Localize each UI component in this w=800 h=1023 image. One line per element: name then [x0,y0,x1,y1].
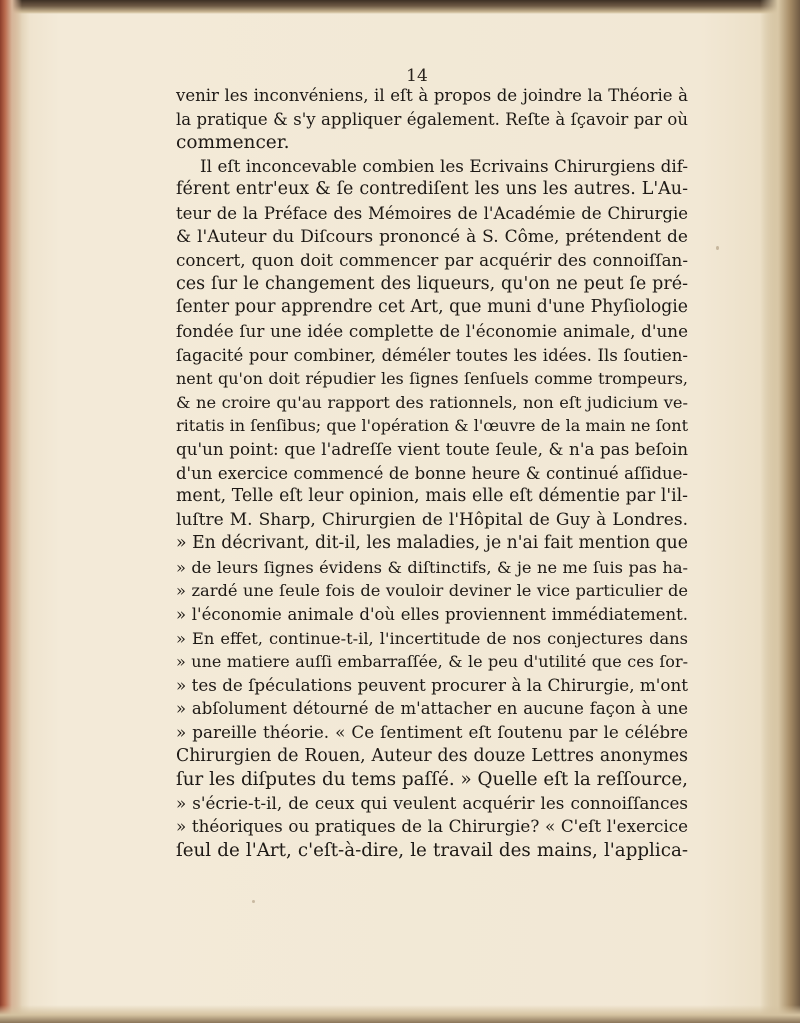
text-line: » l'économie animale d'où elles proviennent immédiatement. [176,605,688,625]
text-line: Chirurgien de Rouen, Auteur des douze Lettres anonymes [176,745,688,766]
text-line: ment, Telle eſt leur opinion, mais elle eſt démentie par l'il- [176,486,688,507]
text-line: ſeul de l'Art, c'eſt-à-dire, le travail des mains, l'applica- [176,840,688,861]
text-line: Il eſt inconcevable combien les Ecrivains Chirurgiens dif- [200,155,688,176]
text-line: ſagacité pour combiner, déméler toutes les idées. Ils ſoutien- [176,345,688,365]
foxing-spot [252,900,255,903]
text-line: commencer. [176,132,290,154]
text-line: » de leurs ſignes évidens & diſtinctifs, & je ne me ſuis pas ha- [176,557,688,577]
text-line: ſenter pour apprendre cet Art, que muni d'une Phyſiologie [176,297,688,318]
text-line: ſur les diſputes du tems paſſé. » Quelle eſt la reſſource, [176,769,688,791]
text-line: » tes de ſpéculations peuvent procurer à la Chirurgie, m'ont [176,674,688,695]
text-line: » pareille théorie. « Ce ſentiment eſt ſoutenu par le célébre [176,722,688,743]
page-number: 14 [406,66,428,86]
text-line: ritatis in ſenſibus; que l'opération & l'œuvre de la main ne ſont [176,416,688,436]
foxing-spot [716,246,719,250]
book-binding-edge [0,0,22,1023]
text-line: la pratique & s'y appliquer également. Reſte à ſçavoir par où [176,109,688,129]
text-line: » abſolument détourné de m'attacher en aucune façon à une [176,699,688,719]
text-line: concert, quon doit commencer par acquérir des connoiſſan- [176,250,688,271]
page-fore-edge [760,0,800,1023]
text-line: » théoriques ou pratiques de la Chirurgie? « C'eſt l'exercice [176,816,688,837]
text-line: fondée ſur une idée complette de l'économie animale, d'une [176,320,688,341]
text-line: qu'un point: que l'adreſſe vient toute ſeule, & n'a pas beſoin [176,438,688,459]
text-line: & l'Auteur du Diſcours prononcé à S. Côme, prétendent de [176,226,688,247]
text-line: & ne croire qu'au rapport des rationnels, non eſt judicium ve- [176,392,688,412]
page-bottom-edge [0,1005,800,1023]
text-line: » En décrivant, dit-il, les maladies, je n'ai fait mention que [176,533,688,554]
text-line: teur de la Préface des Mémoires de l'Académie de Chirurgie [176,203,688,223]
text-line: venir les inconvéniens, il eſt à propos de joindre la Théorie à [176,86,688,105]
text-line: d'un exercice commencé de bonne heure & continué aſſidue- [176,463,688,483]
text-line: férent entr'eux & ſe contrediſent les uns les autres. L'Au- [176,179,688,200]
page-top-edge [0,0,800,14]
text-line: ces ſur le changement des liqueurs, qu'on ne peut ſe pré- [176,273,688,294]
text-line: » zardé une ſeule fois de vouloir deviner le vice particulier de [176,581,688,601]
text-line: » s'écrie-t-il, de ceux qui veulent acquérir les connoiſſances [176,792,688,813]
text-line: » En effet, continue-t-il, l'incertitude de nos conjectures dans [176,628,688,648]
text-line: luſtre M. Sharp, Chirurgien de l'Hôpital de Guy à Londres. [176,509,688,530]
text-line: » une matiere auſſi embarraſſée, & le peu d'utilité que ces ſor- [176,652,688,672]
body-text [176,84,688,863]
text-line: nent qu'on doit répudier les ſignes ſenſuels comme trompeurs, [176,369,688,389]
